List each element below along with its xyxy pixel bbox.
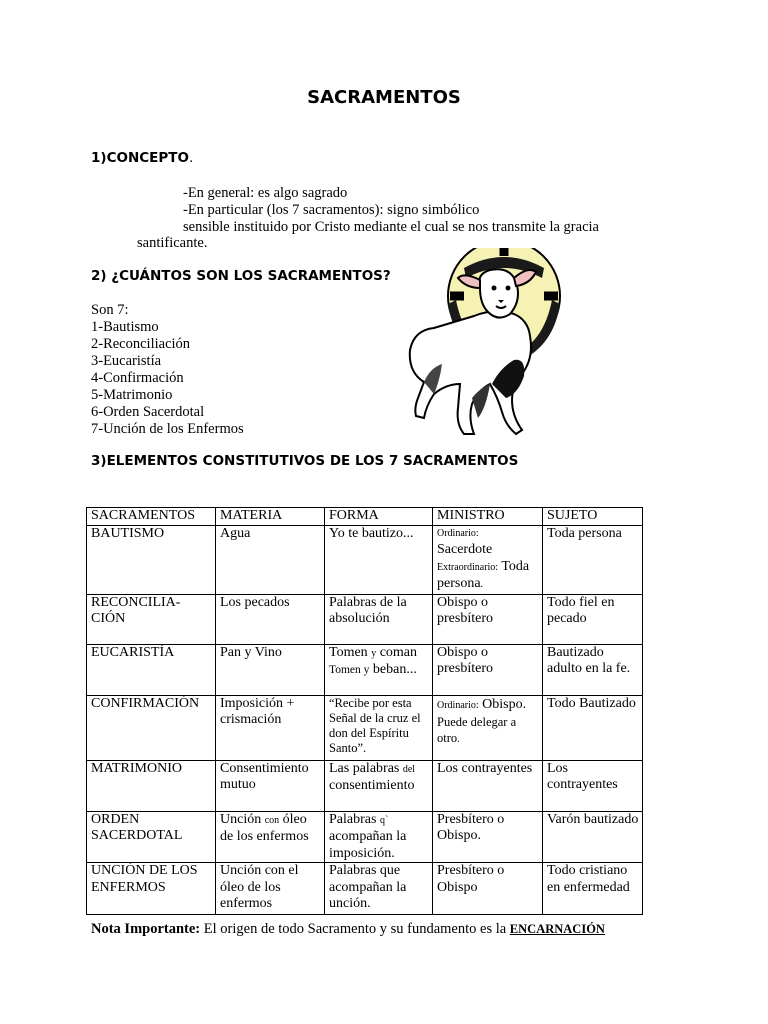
column-header: MATERIA [216,508,325,526]
table-cell: Yo te bautizo... [325,525,433,594]
cell-text: CIÓN [91,611,126,626]
cell-text: Las palabras [329,760,403,776]
table-cell: UNCIÓN DE LOS ENFERMOS [87,863,216,915]
important-note [91,921,605,938]
sacraments-table [86,507,643,915]
cell-small-text: con [264,814,280,826]
table-cell: Los contrayentes [433,760,543,811]
table-cell: Los pecados [216,594,325,644]
table-cell: Palabras que acompañan la unción. [325,863,433,915]
table-header-row [87,508,643,526]
concepto-line-general: -En general: es algo sagrado [183,185,348,201]
column-header: FORMA [325,508,433,526]
cell-text: Palabras [329,811,380,827]
table-row [87,760,643,811]
cell-text: Toda persona [437,558,530,591]
column-header: SUJETO [543,508,643,526]
section-heading-concepto [91,150,193,166]
table-cell [216,811,325,863]
concepto-line-end: santificante. [137,235,208,251]
table-row [87,525,643,594]
table-cell: MATRIMONIO [87,760,216,811]
list-item: 1-Bautismo [91,319,159,335]
cell-small-text: Extraordinario: [437,561,499,573]
cell-small-text: y [371,647,377,659]
section-heading-elementos: 3)ELEMENTOS CONSTITUTIVOS DE LOS 7 SACRAMENTOS [91,453,519,469]
concepto-line-definition: sensible instituido por Cristo mediante el cual se nos transmite la gracia [183,219,599,235]
list-item: 2-Reconciliación [91,336,191,352]
cell-text: acompañan la imposición. [329,829,407,861]
cell-text: óleo de los enfermos [220,811,309,844]
table-cell: Los contrayentes [543,760,643,811]
table-row [87,811,643,863]
table-cell: Todo Bautizado [543,695,643,760]
table-cell: Toda persona [543,525,643,594]
list-intro: Son 7: [91,302,129,318]
cell-text: Obispo. [478,696,527,712]
list-item: 4-Confirmación [91,370,184,386]
table-cell [433,525,543,594]
table-cell: Palabras de la absolución [325,594,433,644]
table-cell [325,644,433,695]
table-cell [433,695,543,760]
table-cell: EUCARISTÍA [87,644,216,695]
table-cell: Todo fiel en pecado [543,594,643,644]
list-item: 5-Matrimonio [91,387,173,403]
list-item: 3-Eucaristía [91,353,162,369]
table-row [87,863,643,915]
table-cell: “Recibe por esta Señal de la cruz el don del Espíritu Santo”. [325,695,433,760]
cell-small-text: Ordinario: [437,527,479,539]
table-cell: Consentimiento mutuo [216,760,325,811]
cell-small-text: del [402,763,416,775]
page-title: SACRAMENTOS [307,87,461,108]
table-cell: Agua [216,525,325,594]
cell-text: Unción [220,811,265,827]
table-cell: Obispo o presbítero [433,644,543,695]
cell-text: coman [376,644,418,660]
cell-small-text: . [457,733,460,745]
cell-small-text: Ordinario: [437,699,479,711]
table-cell: BAUTISMO [87,525,216,594]
table-row [87,594,643,644]
list-item: 6-Orden Sacerdotal [91,404,205,420]
table-cell [325,811,433,863]
lamb-of-god-icon [394,248,570,440]
cell-text: consentimiento [329,778,415,793]
concepto-line-particular: -En particular (los 7 sacramentos): signo simbólico [183,202,480,218]
cell-text: Puede delegar a otro [437,714,517,745]
table-cell: Unción con el óleo de los enfermos [216,863,325,915]
table-cell [87,594,216,644]
list-item: 7-Unción de los Enfermos [91,421,244,437]
column-header: SACRAMENTOS [87,508,216,526]
note-emphasis: ENCARNACIÓN [509,922,605,936]
table-cell: Varón bautizado [543,811,643,863]
note-lead: Nota Importante: [91,921,201,937]
cell-small-text: . [480,579,484,590]
table-row [87,644,643,695]
table-cell: Obispo o presbítero [433,594,543,644]
cell-small-text: q` [379,814,389,826]
table-cell: CONFIRMACIÓN [87,695,216,760]
table-cell: Bautizado adulto en la fe. [543,644,643,695]
sacraments-list [91,302,244,438]
table-cell: ORDEN SACERDOTAL [87,811,216,863]
cell-text: RECONCILIA- [91,594,181,610]
concepto-heading-text: 1)CONCEPTO [91,150,189,166]
cell-text: Sacerdote [437,542,493,557]
table-cell: Todo cristiano en enfermedad [543,863,643,915]
cell-small-text: Tomen y [329,664,370,676]
column-header: MINISTRO [433,508,543,526]
table-cell [325,760,433,811]
cell-text: beban... [369,662,417,677]
table-cell: Presbítero o Obispo [433,863,543,915]
note-text: El origen de todo Sacramento y su fundamento es la [200,921,510,937]
section-heading-cuantos: 2) ¿CUÁNTOS SON LOS SACRAMENTOS? [91,268,391,284]
table-cell: Imposición + crismación [216,695,325,760]
concepto-heading-tail: . [188,150,194,166]
table-cell: Presbítero o Obispo. [433,811,543,863]
table-row [87,695,643,760]
table-cell: Pan y Vino [216,644,325,695]
cell-text: Tomen [329,644,372,660]
